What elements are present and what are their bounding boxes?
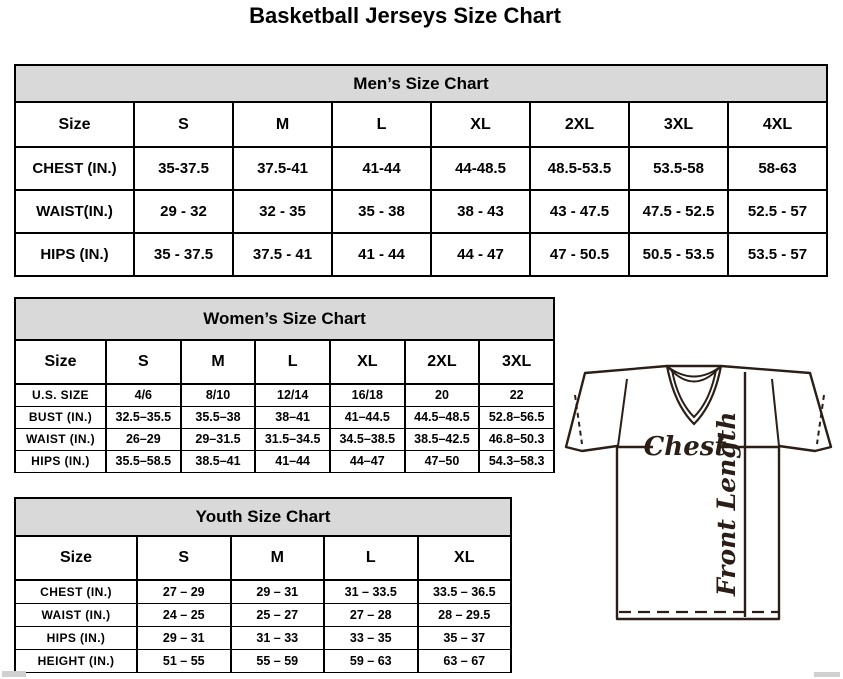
mens-column-header: 3XL bbox=[629, 102, 728, 147]
youth-value-cell: 24 – 25 bbox=[137, 603, 231, 626]
youth-column-header: L bbox=[324, 536, 418, 580]
womens-value-cell: 8/10 bbox=[181, 384, 256, 406]
mens-value-cell: 35 - 37.5 bbox=[134, 233, 233, 276]
mens-data-row bbox=[15, 233, 827, 276]
mens-value-cell: 53.5-58 bbox=[629, 147, 728, 190]
womens-row-label: BUST (IN.) bbox=[15, 406, 106, 428]
mens-value-cell: 58-63 bbox=[728, 147, 827, 190]
womens-value-cell: 41–44.5 bbox=[330, 406, 405, 428]
womens-size-chart-section bbox=[14, 297, 555, 473]
mens-value-cell: 52.5 - 57 bbox=[728, 190, 827, 233]
womens-value-cell: 29–31.5 bbox=[181, 428, 256, 450]
mens-value-cell: 50.5 - 53.5 bbox=[629, 233, 728, 276]
mens-value-cell: 47 - 50.5 bbox=[530, 233, 629, 276]
mens-value-cell: 43 - 47.5 bbox=[530, 190, 629, 233]
womens-value-cell: 32.5–35.5 bbox=[106, 406, 181, 428]
womens-value-cell: 22 bbox=[479, 384, 554, 406]
youth-value-cell: 25 – 27 bbox=[231, 603, 325, 626]
womens-size-table bbox=[14, 339, 555, 473]
collar-arc-inner bbox=[669, 368, 719, 382]
mens-row-label: WAIST(IN.) bbox=[15, 190, 134, 233]
womens-column-header: XL bbox=[330, 340, 405, 384]
womens-row-label: WAIST (IN.) bbox=[15, 428, 106, 450]
womens-column-header: 3XL bbox=[479, 340, 554, 384]
womens-data-row bbox=[15, 450, 554, 472]
youth-row-label: HEIGHT (IN.) bbox=[15, 649, 137, 672]
right-shoulder-seam bbox=[772, 379, 779, 446]
womens-value-cell: 44.5–48.5 bbox=[405, 406, 480, 428]
mens-value-cell: 37.5-41 bbox=[233, 147, 332, 190]
youth-value-cell: 33 – 35 bbox=[324, 626, 418, 649]
womens-value-cell: 46.8–50.3 bbox=[479, 428, 554, 450]
youth-row-label: CHEST (IN.) bbox=[15, 580, 137, 603]
womens-value-cell: 31.5–34.5 bbox=[255, 428, 330, 450]
youth-value-cell: 31 – 33 bbox=[231, 626, 325, 649]
jersey-measurement-diagram bbox=[557, 362, 843, 627]
chest-label: Chest bbox=[643, 432, 727, 462]
womens-row-label: U.S. SIZE bbox=[15, 384, 106, 406]
front-length-label: Front Length bbox=[712, 411, 741, 596]
womens-row-label: HIPS (IN.) bbox=[15, 450, 106, 472]
mens-value-cell: 37.5 - 41 bbox=[233, 233, 332, 276]
mens-value-cell: 41-44 bbox=[332, 147, 431, 190]
mens-value-cell: 29 - 32 bbox=[134, 190, 233, 233]
womens-value-cell: 38.5–41 bbox=[181, 450, 256, 472]
womens-data-row bbox=[15, 384, 554, 406]
youth-value-cell: 29 – 31 bbox=[231, 580, 325, 603]
womens-value-cell: 38.5–42.5 bbox=[405, 428, 480, 450]
mens-value-cell: 53.5 - 57 bbox=[728, 233, 827, 276]
womens-value-cell: 35.5–38 bbox=[181, 406, 256, 428]
youth-data-row bbox=[15, 626, 511, 649]
youth-value-cell: 55 – 59 bbox=[231, 649, 325, 672]
youth-header-row bbox=[15, 536, 511, 580]
womens-column-header: M bbox=[181, 340, 256, 384]
youth-value-cell: 31 – 33.5 bbox=[324, 580, 418, 603]
youth-column-header: Size bbox=[15, 536, 137, 580]
mens-value-cell: 41 - 44 bbox=[332, 233, 431, 276]
youth-value-cell: 63 – 67 bbox=[418, 649, 512, 672]
mens-column-header: 2XL bbox=[530, 102, 629, 147]
youth-row-label: HIPS (IN.) bbox=[15, 626, 137, 649]
womens-column-header: L bbox=[255, 340, 330, 384]
edge-artifact-left bbox=[2, 671, 26, 677]
mens-value-cell: 44-48.5 bbox=[431, 147, 530, 190]
womens-data-row bbox=[15, 406, 554, 428]
youth-value-cell: 28 – 29.5 bbox=[418, 603, 512, 626]
mens-chart-title: Men’s Size Chart bbox=[14, 64, 828, 101]
youth-value-cell: 33.5 – 36.5 bbox=[418, 580, 512, 603]
mens-value-cell: 32 - 35 bbox=[233, 190, 332, 233]
youth-value-cell: 59 – 63 bbox=[324, 649, 418, 672]
youth-value-cell: 35 – 37 bbox=[418, 626, 512, 649]
youth-value-cell: 27 – 29 bbox=[137, 580, 231, 603]
mens-header-row bbox=[15, 102, 827, 147]
mens-value-cell: 48.5-53.5 bbox=[530, 147, 629, 190]
page-title: Basketball Jerseys Size Chart bbox=[249, 3, 561, 28]
mens-size-table bbox=[14, 101, 828, 277]
womens-column-header: Size bbox=[15, 340, 106, 384]
youth-size-table bbox=[14, 535, 512, 673]
mens-column-header: 4XL bbox=[728, 102, 827, 147]
womens-data-row bbox=[15, 428, 554, 450]
womens-chart-title: Women’s Size Chart bbox=[14, 297, 555, 339]
youth-row-label: WAIST (IN.) bbox=[15, 603, 137, 626]
womens-value-cell: 35.5–58.5 bbox=[106, 450, 181, 472]
mens-size-chart-section bbox=[14, 64, 828, 277]
youth-data-row bbox=[15, 649, 511, 672]
womens-value-cell: 44–47 bbox=[330, 450, 405, 472]
womens-value-cell: 34.5–38.5 bbox=[330, 428, 405, 450]
womens-value-cell: 47–50 bbox=[405, 450, 480, 472]
womens-value-cell: 26–29 bbox=[106, 428, 181, 450]
mens-value-cell: 44 - 47 bbox=[431, 233, 530, 276]
womens-value-cell: 41–44 bbox=[255, 450, 330, 472]
youth-column-header: S bbox=[137, 536, 231, 580]
left-shoulder-seam bbox=[618, 379, 627, 446]
mens-row-label: HIPS (IN.) bbox=[15, 233, 134, 276]
mens-row-label: CHEST (IN.) bbox=[15, 147, 134, 190]
mens-column-header: M bbox=[233, 102, 332, 147]
womens-value-cell: 54.3–58.3 bbox=[479, 450, 554, 472]
womens-value-cell: 12/14 bbox=[255, 384, 330, 406]
youth-value-cell: 27 – 28 bbox=[324, 603, 418, 626]
youth-size-chart-section bbox=[14, 497, 512, 673]
youth-column-header: XL bbox=[418, 536, 512, 580]
jersey-outline-shape bbox=[566, 366, 831, 619]
womens-value-cell: 16/18 bbox=[330, 384, 405, 406]
womens-column-header: 2XL bbox=[405, 340, 480, 384]
mens-data-row bbox=[15, 190, 827, 233]
womens-header-row bbox=[15, 340, 554, 384]
youth-chart-title: Youth Size Chart bbox=[14, 497, 512, 535]
edge-artifact-right bbox=[814, 672, 840, 677]
womens-value-cell: 52.8–56.5 bbox=[479, 406, 554, 428]
mens-value-cell: 38 - 43 bbox=[431, 190, 530, 233]
womens-value-cell: 4/6 bbox=[106, 384, 181, 406]
youth-value-cell: 29 – 31 bbox=[137, 626, 231, 649]
youth-value-cell: 51 – 55 bbox=[137, 649, 231, 672]
youth-data-row bbox=[15, 580, 511, 603]
mens-data-row bbox=[15, 147, 827, 190]
womens-value-cell: 38–41 bbox=[255, 406, 330, 428]
mens-column-header: S bbox=[134, 102, 233, 147]
mens-value-cell: 35 - 38 bbox=[332, 190, 431, 233]
womens-value-cell: 20 bbox=[405, 384, 480, 406]
mens-value-cell: 35-37.5 bbox=[134, 147, 233, 190]
youth-data-row bbox=[15, 603, 511, 626]
mens-column-header: XL bbox=[431, 102, 530, 147]
youth-column-header: M bbox=[231, 536, 325, 580]
mens-column-header: L bbox=[332, 102, 431, 147]
mens-column-header: Size bbox=[15, 102, 134, 147]
womens-column-header: S bbox=[106, 340, 181, 384]
mens-value-cell: 47.5 - 52.5 bbox=[629, 190, 728, 233]
